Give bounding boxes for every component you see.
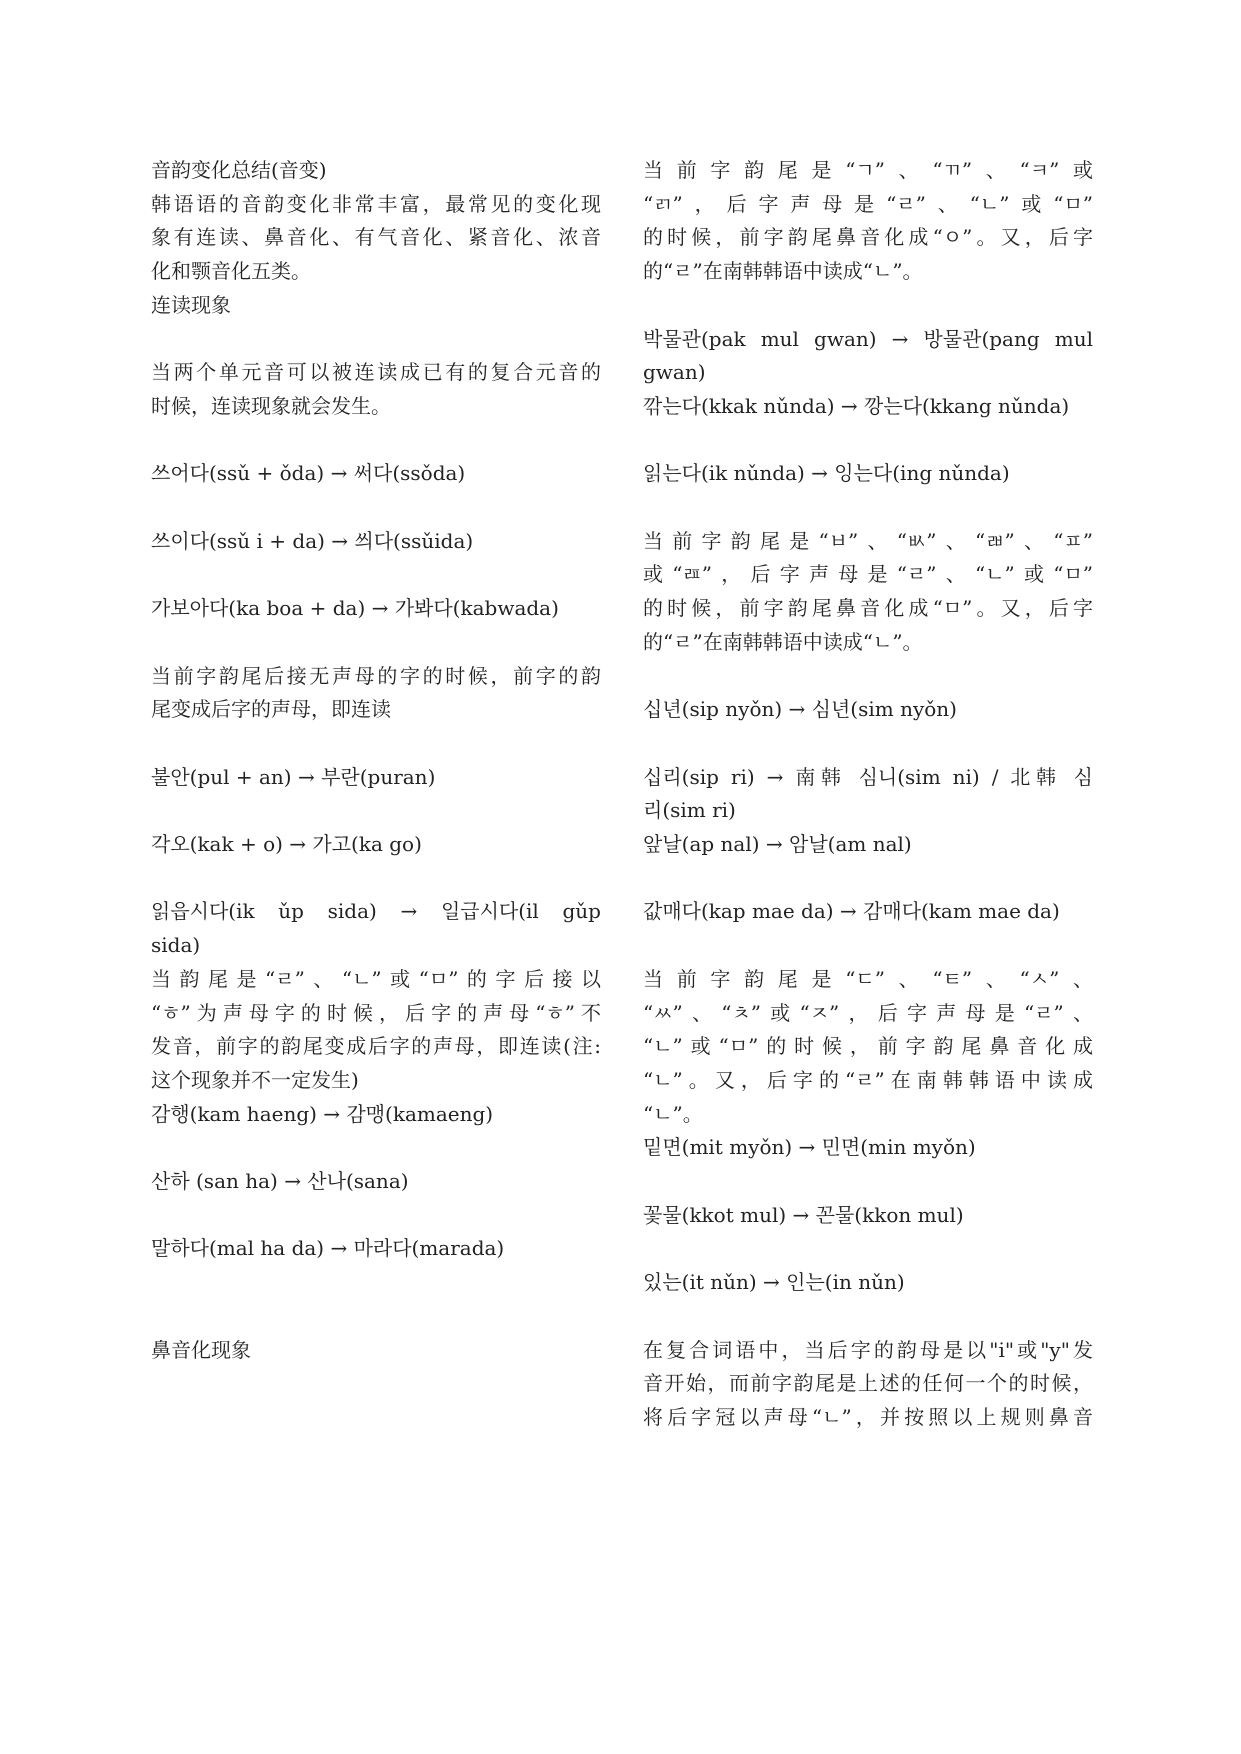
text-line: 산하 (san ha) → 산나(sana) xyxy=(151,1169,409,1193)
text-line: 십년(sip nyǒn) → 심년(sim nyǒn) xyxy=(643,697,957,722)
text-line: “ㄴ”。 xyxy=(643,1101,703,1126)
text-line: 在复合词语中，当后字的韵母是以"i"或"y"发 xyxy=(643,1337,1093,1362)
text-line: 깎는다(kkak nǔnda) → 깡는다(kkang nǔnda) xyxy=(643,393,1070,418)
text-line: 象有连读、鼻音化、有气音化、紧音化、浓音 xyxy=(151,225,601,250)
text-line: 音韵变化总结(音变) xyxy=(151,158,327,182)
text-line: 읽읍시다(ik ǔp sida) → 일급시다(il gǔp xyxy=(151,899,601,924)
text-line: 尾变成后字的声母，即连读 xyxy=(151,697,391,722)
text-line: gwan) xyxy=(643,360,706,385)
text-line: 꽃물(kkot mul) → 꼰물(kkon mul) xyxy=(643,1202,964,1227)
text-line: 불안(pul + an) → 부란(puran) xyxy=(151,764,436,789)
text-line: 连读现象 xyxy=(151,292,231,317)
text-line: “ㅎ”为声母字的时候，后字的声母“ㅎ”不 xyxy=(151,1000,601,1025)
text-line: 쓰어다(ssǔ + ǒda) → 써다(ssǒda) xyxy=(151,461,466,486)
text-line: 읽는다(ik nǔnda) → 잉는다(ing nǔnda) xyxy=(643,461,1010,486)
text-line: “ㅆ”、“ㅊ”或“ㅈ”，后字声母是“ㄹ”、 xyxy=(643,1000,1093,1025)
text-line: 当两个单元音可以被连读成已有的复合元音的 xyxy=(151,360,601,385)
text-line: 的时候，前字韵尾鼻音化成“ㅇ”。又，后字 xyxy=(643,225,1093,250)
text-line: 发音，前字的韵尾变成后字的声母，即连读(注: xyxy=(151,1034,601,1059)
text-line: 각오(kak + o) → 가고(ka go) xyxy=(151,832,422,856)
text-line: 값매다(kap mae da) → 감매다(kam mae da) xyxy=(643,899,1060,924)
text-line: 말하다(mal ha da) → 마라다(marada) xyxy=(151,1236,505,1261)
text-line: 鼻音化现象 xyxy=(151,1337,251,1362)
text-line: “ㄴ”。又，后字的“ㄹ”在南韩韩语中读成 xyxy=(643,1067,1093,1092)
text-line: 音开始，而前字韵尾是上述的任何一个的时候， xyxy=(643,1371,1093,1396)
text-line: 밑면(mit myǒn) → 민면(min myǒn) xyxy=(643,1135,976,1160)
text-line: 的“ㄹ”在南韩韩语中读成“ㄴ”。 xyxy=(643,259,923,284)
text-line: 리(sim ri) xyxy=(643,798,736,823)
text-line: 当前字韵尾是“ㅂ”、“ㅄ”、“ㄼ”、“ㅍ” xyxy=(643,528,1093,553)
text-line: 当前字韵尾是“ㄱ”、“ㄲ”、“ㅋ”或 xyxy=(643,158,1093,182)
text-line: 化和颚音化五类。 xyxy=(151,259,311,284)
text-line: 가보아다(ka boa + da) → 가봐다(kabwada) xyxy=(151,596,559,621)
text-line: 这个现象并不一定发生) xyxy=(151,1067,359,1092)
text-line: 的时候，前字韵尾鼻音化成“ㅁ”。又，后字 xyxy=(643,596,1093,621)
text-line: 时候，连读现象就会发生。 xyxy=(151,393,391,418)
text-line: 韩语语的音韵变化非常丰富，最常见的变化现 xyxy=(151,191,601,216)
text-line: 当前字韵尾后接无声母的字的时候，前字的韵 xyxy=(151,663,601,688)
text-line: 将后字冠以声母“ㄴ”，并按照以上规则鼻音 xyxy=(643,1404,1093,1429)
text-line: 앞날(ap nal) → 암날(am nal) xyxy=(643,832,912,856)
text-line: 쓰이다(ssǔ i + da) → 씌다(ssǔida) xyxy=(151,528,474,553)
text-line: 감행(kam haeng) → 감맹(kamaeng) xyxy=(151,1101,494,1126)
text-line: 当韵尾是“ㄹ”、“ㄴ”或“ㅁ”的字后接以 xyxy=(151,966,601,991)
text-line: “ㄺ”，后字声母是“ㄹ”、“ㄴ”或“ㅁ” xyxy=(643,191,1093,216)
text-line: 当前字韵尾是“ㄷ”、“ㅌ”、“ㅅ”、 xyxy=(643,966,1093,991)
text-line: 있는(it nǔn) → 인는(in nǔn) xyxy=(643,1270,905,1295)
text-line: “ㄴ”或“ㅁ”的时候，前字韵尾鼻音化成 xyxy=(643,1034,1093,1059)
text-line: 的“ㄹ”在南韩韩语中读成“ㄴ”。 xyxy=(643,629,923,654)
text-line: 박물관(pak mul gwan) → 방물관(pang mul xyxy=(643,326,1093,351)
text-line: 或“ㄿ”，后字声母是“ㄹ”、“ㄴ”或“ㅁ” xyxy=(643,562,1093,587)
text-line: 십리(sip ri) → 南韩 심니(sim ni) / 北韩 심 xyxy=(643,764,1093,789)
text-line: sida) xyxy=(151,933,201,958)
